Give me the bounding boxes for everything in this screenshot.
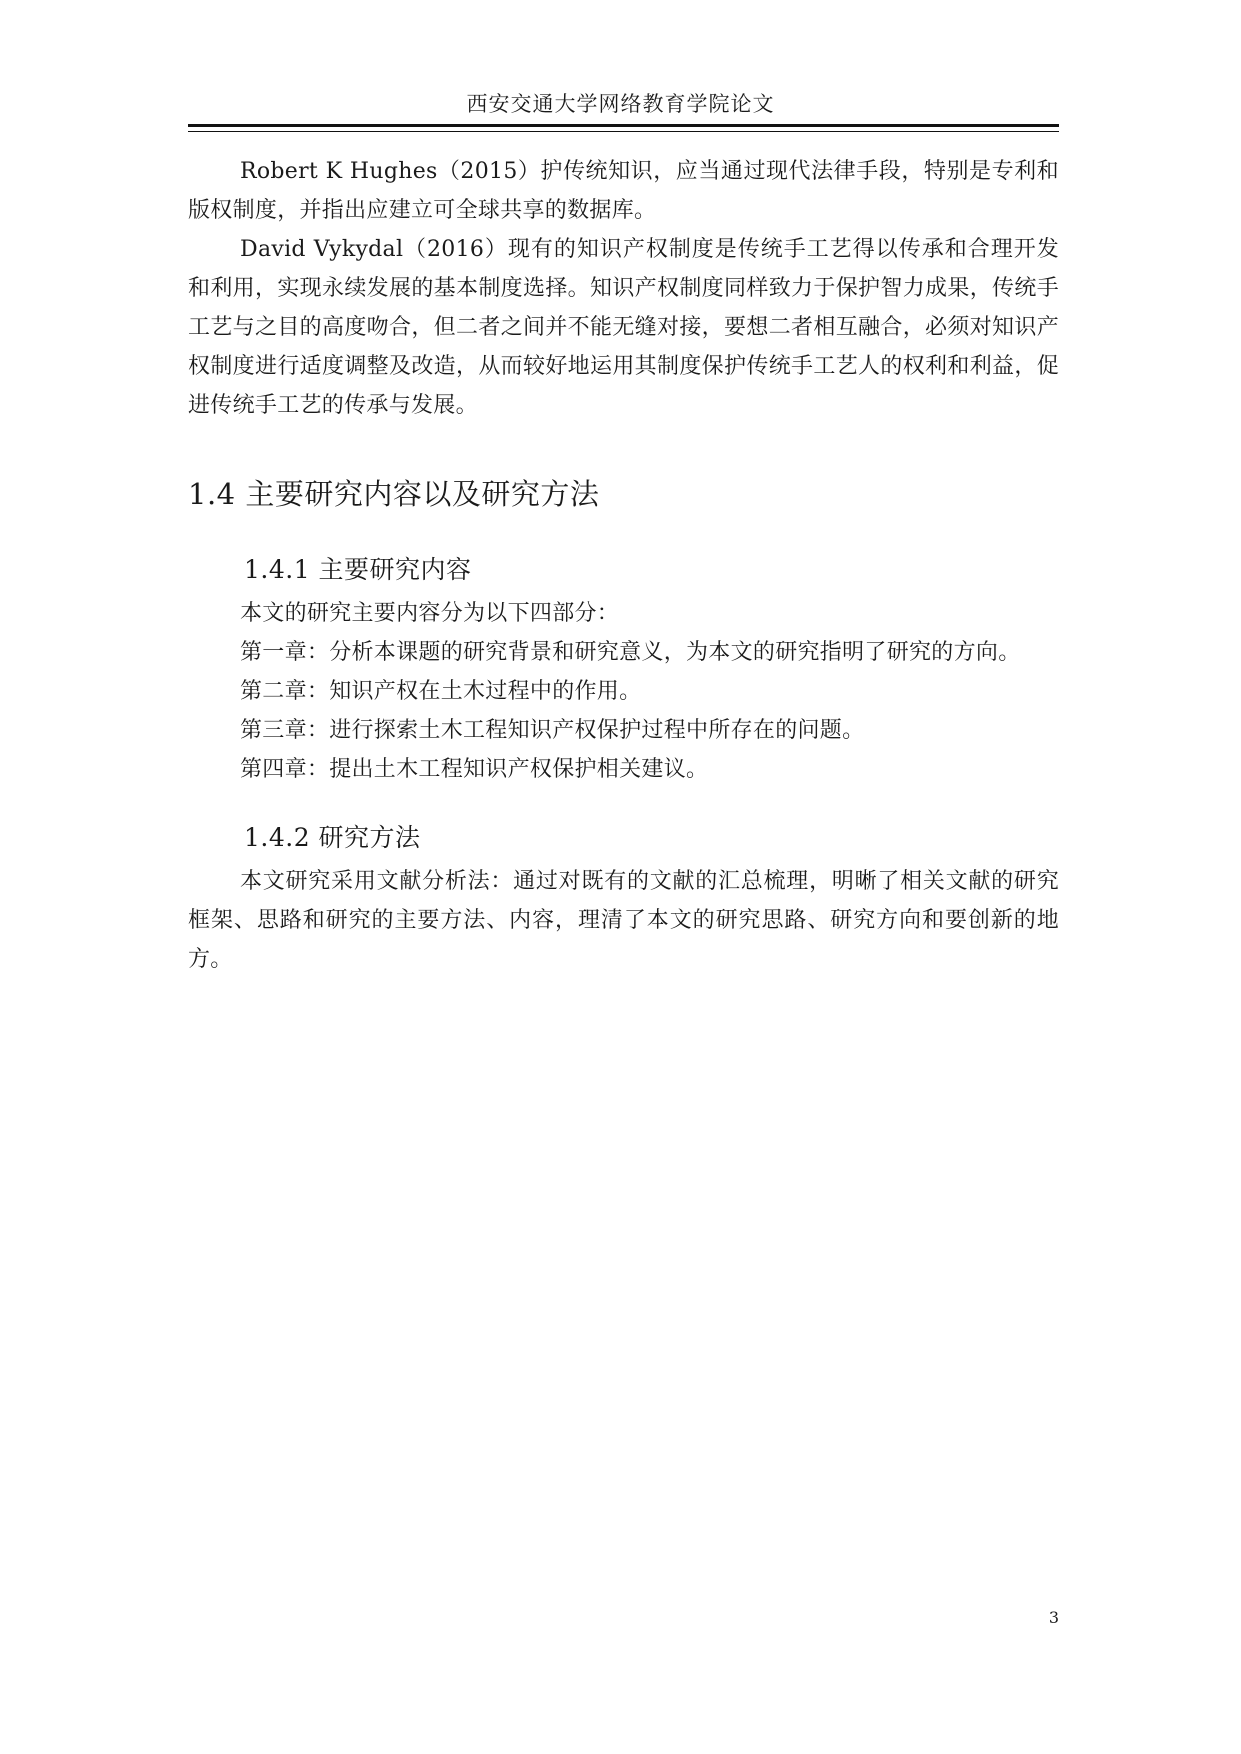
body-paragraph: 第四章：提出土木工程知识产权保护相关建议。 [240,757,709,782]
body-paragraph: 第二章：知识产权在土木过程中的作用。 [240,679,642,704]
body-paragraph: 本文的研究主要内容分为以下四部分： [240,601,620,626]
body-paragraph: 第一章：分析本课题的研究背景和研究意义，为本文的研究指明了研究的方向。 [240,640,1021,665]
subsection-heading-1-4-2: 1.4.2 研究方法 [244,823,421,852]
header-rule-thick [188,124,1059,127]
section-heading-1-4: 1.4 主要研究内容以及研究方法 [188,477,600,511]
body-paragraph: Robert K Hughes（2015）护传统知识，应当通过现代法律手段，特别是专利和版权制度，并指出应建立可全球共享的数据库。 [188,159,1059,223]
body-paragraph: David Vykydal（2016）现有的知识产权制度是传统手工艺得以传承和合理开发和利用，实现永续发展的基本制度选择。知识产权制度同样致力于保护智力成果，传统手工艺与之目的高度吻合，但二者之间并不能无缝对接，要想二者相互融合，必须对知识产权制度进行适度调整及改造，从而较好地运用其制度保护传统手工艺人的权利和利益，促进传统手工艺的传承与发展。 [188,237,1059,418]
page-number: 3 [1048,1608,1059,1627]
header-rule-thin [188,131,1059,132]
body-paragraph: 本文研究采用文献分析法：通过对既有的文献的汇总梳理，明晰了相关文献的研究框架、思路和研究的主要方法、内容，理清了本文的研究思路、研究方向和要创新的地方。 [188,869,1059,972]
subsection-body-1-4-1 [188,594,1059,789]
document-body [188,152,1059,979]
subsection-body-1-4-2 [188,862,1059,979]
page-header-title: 西安交通大学网络教育学院论文 [466,92,775,116]
subsection-heading-1-4-1: 1.4.1 主要研究内容 [244,555,472,584]
body-paragraph: 第三章：进行探索土木工程知识产权保护过程中所存在的问题。 [240,718,865,743]
